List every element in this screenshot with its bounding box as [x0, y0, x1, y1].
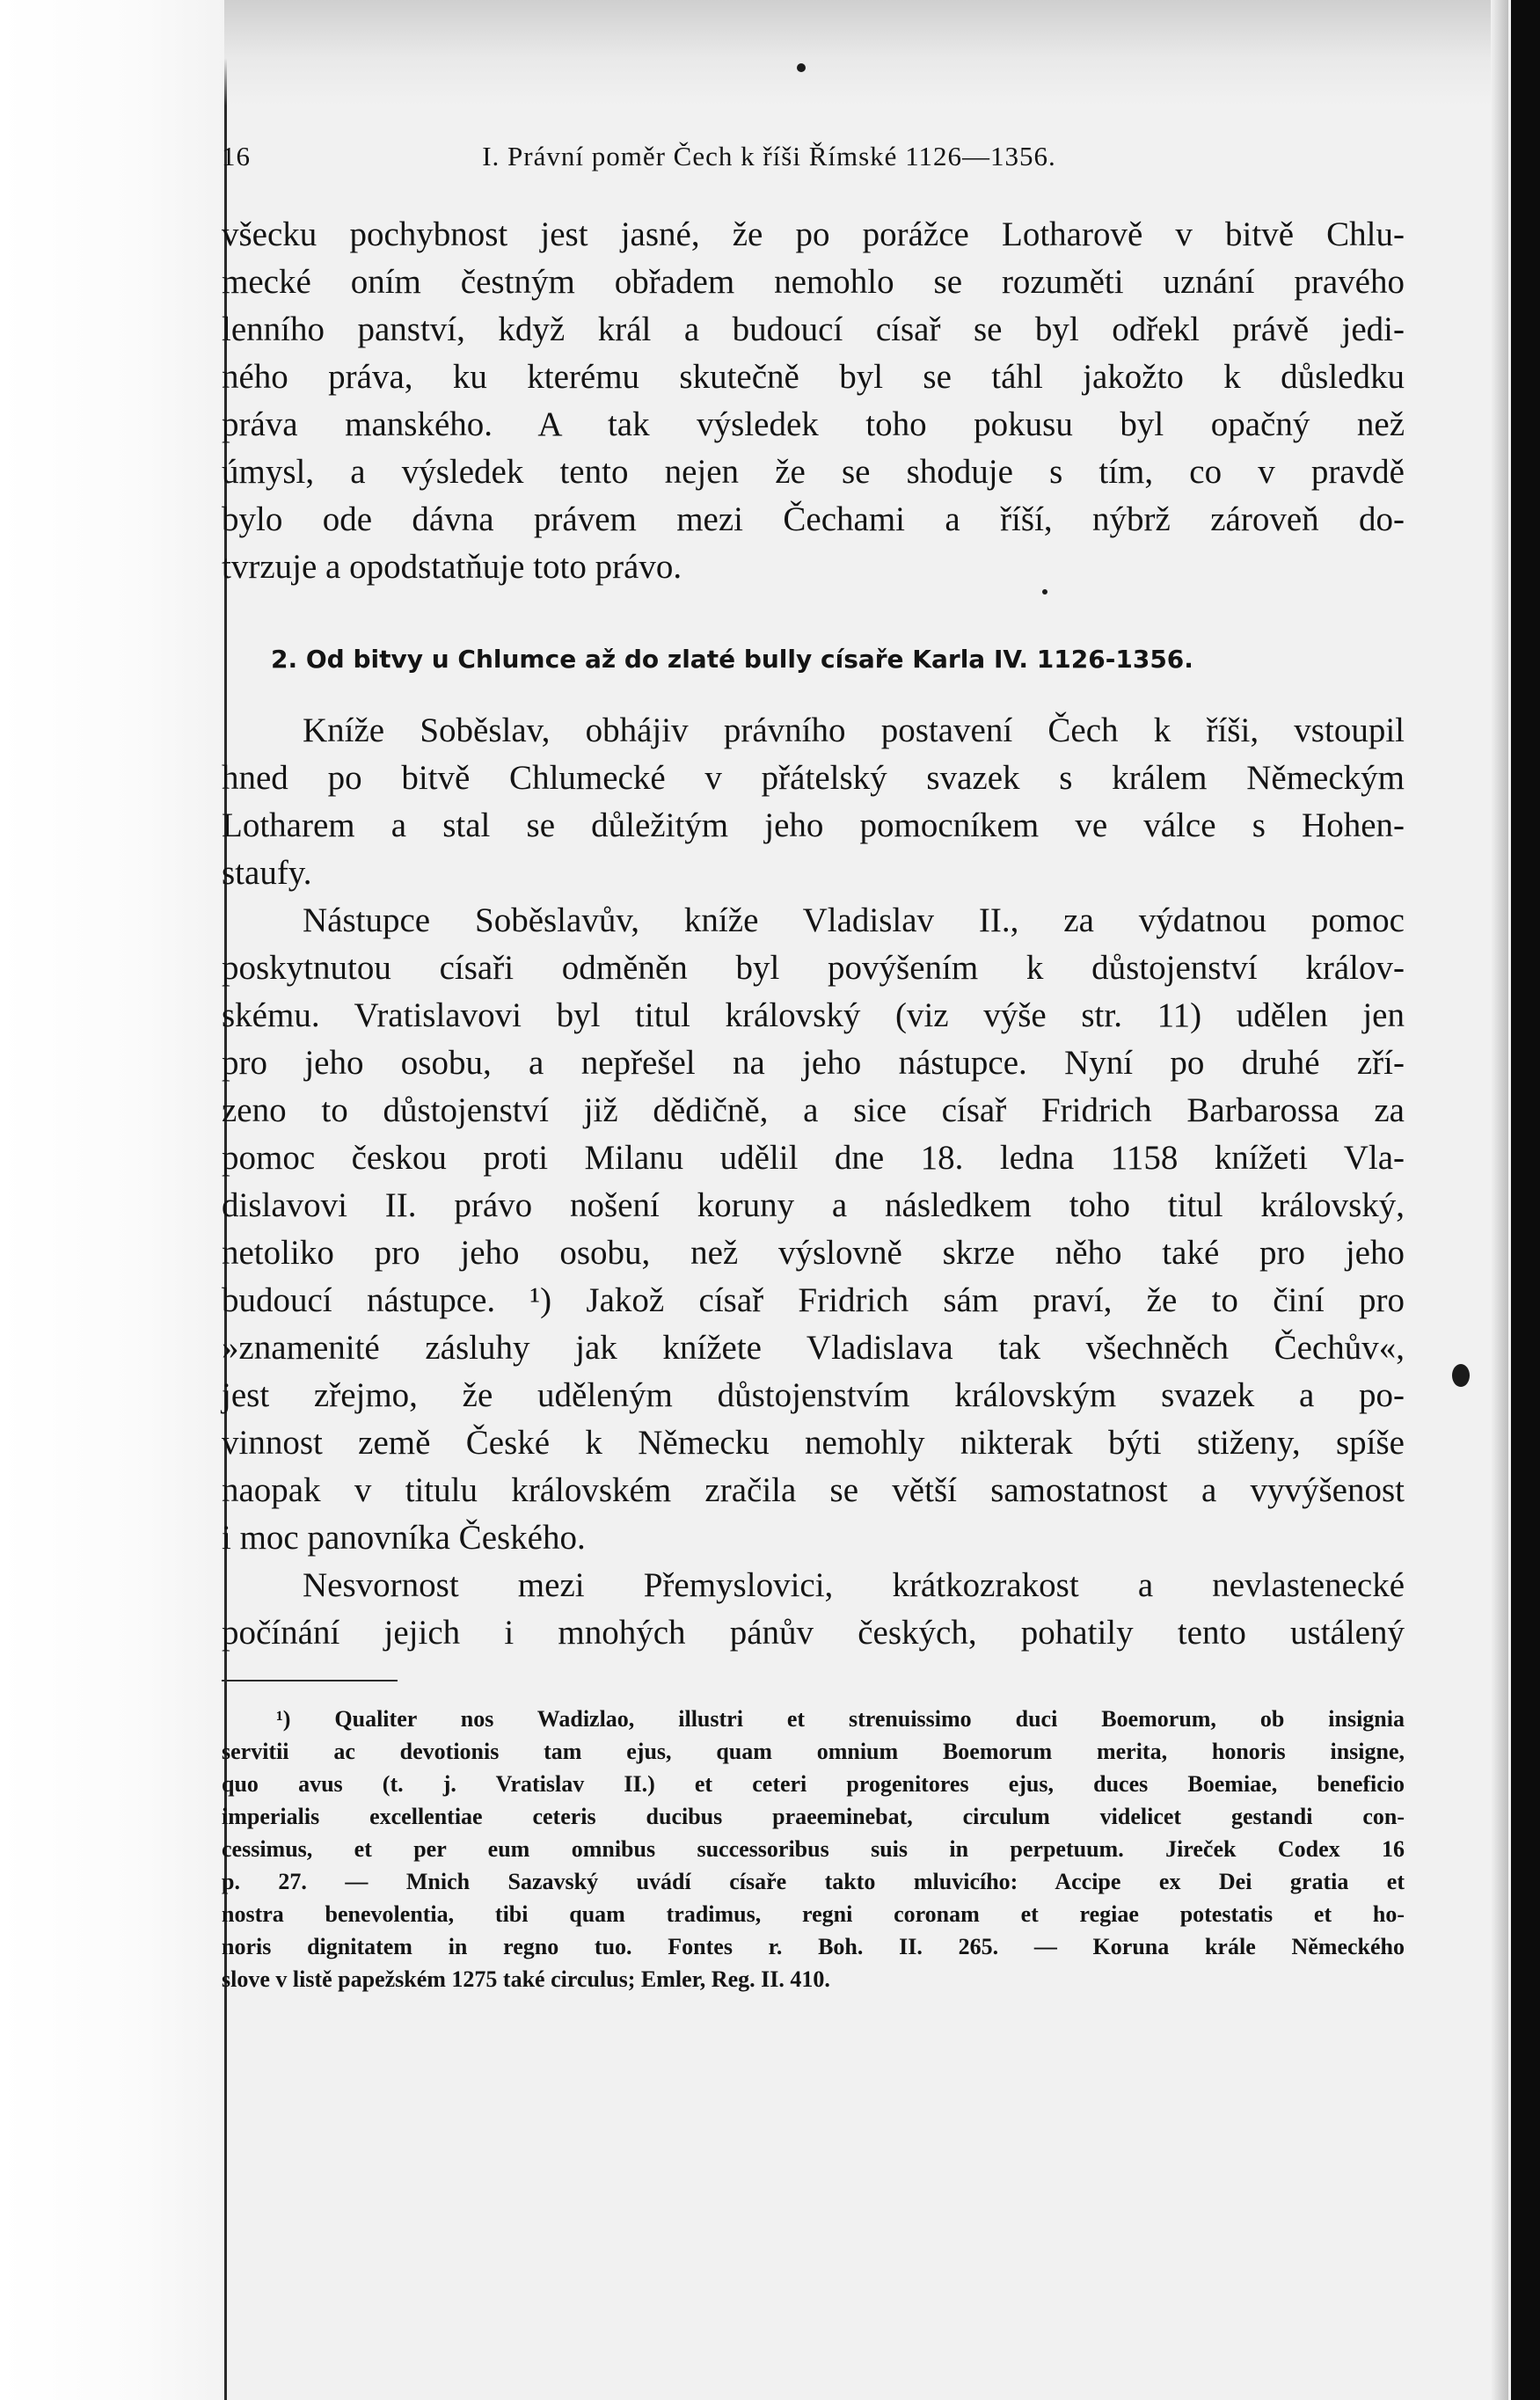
- page-number: 16: [222, 141, 251, 171]
- text-line: pomoc českou proti Milanu udělil dne 18. ledna 1158 knížeti Vla-: [222, 1139, 1405, 1177]
- text-line: bylo ode dávna právem mezi Čechami a říší, nýbrž zároveň do-: [222, 500, 1405, 538]
- text-line: ného práva, ku kterému skutečně byl se táhl jakožto k důsledku: [222, 358, 1405, 396]
- text-line: Kníže Soběslav, obhájiv právního postavení Čech k říši, vstoupil: [303, 711, 1405, 749]
- page-top-shadow: [224, 0, 1508, 106]
- text-line: poskytnutou císaři odměněn byl povýšením k důstojenství králov-: [222, 949, 1405, 987]
- text-line: Lotharem a stal se důležitým jeho pomocníkem ve válce s Hohen-: [222, 806, 1405, 844]
- text-line: počínání jejich i mnohých pánův českých, pohatily tento ustálený: [222, 1614, 1405, 1652]
- paragraph-2: [222, 707, 1405, 897]
- text-line: budoucí nástupce. ¹) Jakož císař Fridrich sám praví, že to činí pro: [222, 1281, 1405, 1319]
- text-line: Nástupce Soběslavův, kníže Vladislav II., za výdatnou pomoc: [303, 901, 1405, 939]
- text-line: Nesvornost mezi Přemyslovici, krátkozrakost a nevlastenecké: [303, 1566, 1405, 1604]
- text-line: »znamenité zásluhy jak knížete Vladislava tak všechněch Čechův«,: [222, 1329, 1405, 1367]
- text-line: zeno to důstojenství již dědičně, a sice císař Fridrich Barbarossa za: [222, 1091, 1405, 1129]
- footnote-line: nostra benevolentia, tibi quam tradimus, regni coronam et regiae potestatis et ho-: [222, 1901, 1405, 1927]
- page-right-edge: [1491, 0, 1508, 2400]
- text-line: hned po bitvě Chlumecké v přátelský svazek s králem Německým: [222, 759, 1405, 797]
- footnote-line: cessimus, et per eum omnibus successoribus suis in perpetuum. Jireček Codex 16: [222, 1836, 1405, 1862]
- text-line: skému. Vratislavovi byl titul královský (viz výše str. 11) udělen jen: [222, 996, 1405, 1034]
- text-line: jest zřejmo, že uděleným důstojenstvím královským svazek a po-: [222, 1376, 1405, 1414]
- footnote-line: noris dignitatem in regno tuo. Fontes r. Boh. II. 265. — Koruna krále Německého: [222, 1934, 1405, 1959]
- text-line: práva manského. A tak výsledek toho pokusu byl opačný než: [222, 405, 1405, 443]
- scan-speck: [1452, 1364, 1470, 1387]
- footnote-line: servitii ac devotionis tam ejus, quam omnium Boemorum merita, honoris insigne,: [222, 1739, 1405, 1764]
- text-line: mecké oním čestným obřadem nemohlo se rozuměti uznání pravého: [222, 263, 1405, 301]
- text-line: vinnost země České k Německu nemohly nikterak býti stiženy, spíše: [222, 1424, 1405, 1462]
- text-line: lenního panství, když král a budoucí císař se byl odřekl právě jedi-: [222, 310, 1405, 348]
- footnote-rule: [222, 1680, 398, 1681]
- text-line: i moc panovníka Českého.: [222, 1519, 586, 1557]
- paragraph-1: [222, 211, 1405, 591]
- text-line: všecku pochybnost jest jasné, že po porážce Lotharově v bitvě Chlu-: [222, 215, 1405, 253]
- paragraph-3: [222, 897, 1405, 1562]
- footnote: [222, 1703, 1405, 1995]
- running-title: I. Právní poměr Čech k říši Římské 1126—1356.: [482, 141, 1056, 171]
- running-head: [222, 141, 1405, 193]
- text-line: naopak v titulu královském zračila se větší samostatnost a vyvýšenost: [222, 1471, 1405, 1509]
- text-line: netoliko pro jeho osobu, než výslovně skrze něho také pro jeho: [222, 1234, 1405, 1272]
- footnote-line: slove v listě papežském 1275 také circulus; Emler, Reg. II. 410.: [222, 1966, 830, 1992]
- paragraph-4: [222, 1562, 1405, 1657]
- text-line: tvrzuje a opodstatňuje toto právo.: [222, 548, 682, 586]
- footnote-line: p. 27. — Mnich Sazavský uvádí císaře takto mluvicího: Accipe ex Dei gratia et: [222, 1869, 1405, 1894]
- footnote-line: imperialis excellentiae ceteris ducibus praeeminebat, circulum videlicet gestandi con-: [222, 1804, 1405, 1829]
- footnote-line: quo avus (t. j. Vratislav II.) et ceteri progenitores ejus, duces Boemiae, beneficio: [222, 1771, 1405, 1797]
- page-content: [222, 141, 1405, 1995]
- text-line: staufy.: [222, 854, 312, 892]
- scan-speck: [797, 63, 806, 72]
- text-line: dislavovi II. právo nošení koruny a následkem toho titul královský,: [222, 1186, 1405, 1224]
- text-line: pro jeho osobu, a nepřešel na jeho nástupce. Nyní po druhé zří-: [222, 1044, 1405, 1082]
- scan-margin: [0, 0, 224, 2400]
- text-line: úmysl, a výsledek tento nejen že se shoduje s tím, co v pravdě: [222, 453, 1405, 491]
- footnote-line: ¹) Qualiter nos Wadizlao, illustri et strenuissimo duci Boemorum, ob insignia: [276, 1706, 1405, 1732]
- section-heading: 2. Od bitvy u Chlumce až do zlaté bully císaře Karla IV. 1126-1356.: [271, 645, 1193, 674]
